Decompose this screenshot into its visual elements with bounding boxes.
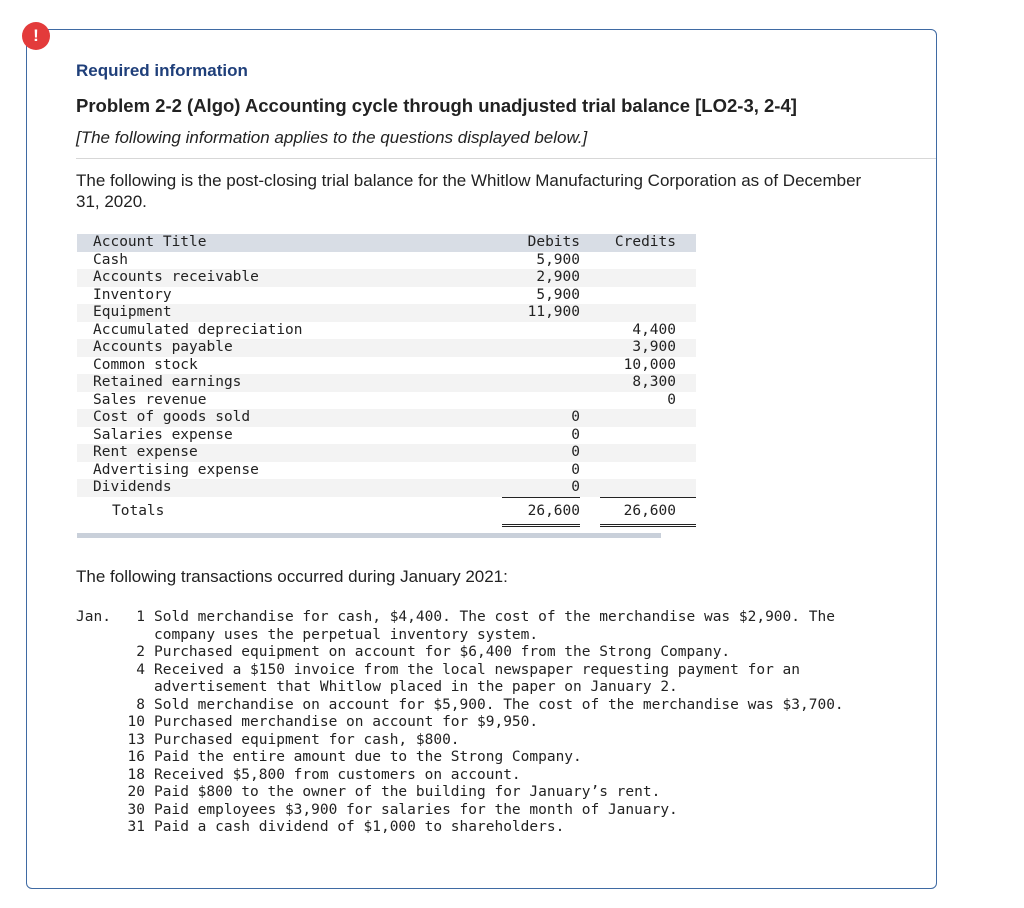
debit-cell xyxy=(502,392,580,410)
account-title-cell: Sales revenue xyxy=(93,391,207,408)
table-row xyxy=(77,444,696,462)
transaction-item xyxy=(76,767,894,785)
header-credits: Credits xyxy=(614,234,676,250)
account-title-cell: Advertising expense xyxy=(93,461,259,478)
credit-cell xyxy=(600,479,696,497)
transaction-day: 30 xyxy=(127,801,145,818)
alert-icon: ! xyxy=(22,22,50,50)
debit-cell: 0 xyxy=(502,479,580,497)
transactions-list xyxy=(76,609,894,837)
transaction-text: Purchased equipment for cash, $800. xyxy=(154,731,460,748)
total-credits: 26,600 xyxy=(600,497,696,525)
debit-cell: 5,900 xyxy=(536,286,580,303)
transaction-item xyxy=(76,697,894,715)
transaction-day: 16 xyxy=(127,749,145,765)
account-title-cell: Common stock xyxy=(93,356,198,373)
transaction-day: 31 xyxy=(127,819,145,835)
account-title-cell: Inventory xyxy=(93,286,172,303)
debit-cell: 5,900 xyxy=(536,251,580,268)
account-title-cell: Cash xyxy=(93,251,128,268)
credit-cell: 0 xyxy=(667,391,676,408)
transactions-title: The following transactions occurred during January 2021: xyxy=(76,567,508,586)
transaction-text: Paid $800 to the owner of the building for January’s rent. xyxy=(154,784,661,800)
transaction-item xyxy=(76,802,894,820)
debit-cell xyxy=(502,339,580,357)
debit-cell xyxy=(502,357,580,375)
table-header-row xyxy=(77,234,696,252)
table-bottom-bar xyxy=(77,533,661,538)
transaction-text: Purchased merchandise on account for $9,950. xyxy=(154,714,539,730)
transaction-item xyxy=(76,609,894,644)
totals-label: Totals xyxy=(112,503,165,519)
account-title-cell: Cost of goods sold xyxy=(93,409,251,425)
transaction-day: 18 xyxy=(127,766,145,783)
transaction-text: Sold merchandise for cash, $4,400. The cost of the merchandise was $2,900. The company uses the perpetual inventory system. xyxy=(154,609,835,643)
table-row xyxy=(77,269,696,287)
credit-cell xyxy=(600,444,696,462)
account-title-cell: Accumulated depreciation xyxy=(93,321,303,338)
transaction-day: 10 xyxy=(127,714,145,730)
debit-cell xyxy=(502,374,580,392)
debit-cell: 0 xyxy=(571,426,580,443)
divider xyxy=(76,158,936,159)
table-row xyxy=(77,322,696,340)
totals-row xyxy=(77,497,696,525)
transaction-item xyxy=(76,749,894,767)
transaction-item xyxy=(76,644,894,662)
problem-title: Problem 2-2 (Algo) Accounting cycle through unadjusted trial balance [LO2-3, 2-4] xyxy=(76,95,797,116)
transaction-text: Paid employees $3,900 for salaries for the month of January. xyxy=(154,801,678,818)
transaction-text: Sold merchandise on account for $5,900. The cost of the merchandise was $3,700. xyxy=(154,696,844,713)
transaction-text: Received $5,800 from customers on account. xyxy=(154,766,521,783)
transaction-day: 13 xyxy=(127,731,145,748)
table-row xyxy=(77,479,696,497)
debit-cell: 0 xyxy=(571,461,580,478)
transaction-item xyxy=(76,662,894,697)
account-title-cell: Accounts receivable xyxy=(93,269,259,285)
credit-cell: 4,400 xyxy=(632,321,676,338)
transaction-day: 8 xyxy=(136,696,145,713)
account-title-cell: Retained earnings xyxy=(93,374,242,390)
credit-cell xyxy=(600,287,696,305)
transaction-text: Purchased equipment on account for $6,400 from the Strong Company. xyxy=(154,644,731,660)
debit-cell: 0 xyxy=(571,409,580,425)
credit-cell xyxy=(600,427,696,445)
table-row xyxy=(77,427,696,445)
transaction-day: 20 xyxy=(127,784,145,800)
transaction-text: Paid the entire amount due to the Strong Company. xyxy=(154,749,582,765)
credit-cell xyxy=(600,462,696,480)
table-row xyxy=(77,252,696,270)
table-row xyxy=(77,287,696,305)
table-row xyxy=(77,304,696,322)
total-debits: 26,600 xyxy=(502,497,580,525)
table-row xyxy=(77,409,696,427)
account-title-cell: Salaries expense xyxy=(93,426,233,443)
account-title-cell: Equipment xyxy=(93,304,172,320)
credit-cell xyxy=(600,304,696,322)
transaction-text: Received a $150 invoice from the local newspaper requesting payment for an advertisement that Whitlow placed in the paper on January 2. xyxy=(154,661,801,695)
account-title-cell: Accounts payable xyxy=(93,339,233,355)
applies-note: [The following information applies to the questions displayed below.] xyxy=(76,128,588,147)
debit-cell xyxy=(502,322,580,340)
debit-cell: 0 xyxy=(571,444,580,460)
credit-cell xyxy=(600,269,696,287)
account-title-cell: Dividends xyxy=(93,479,172,496)
table-row xyxy=(77,462,696,480)
header-debits: Debits xyxy=(527,234,580,250)
transaction-text: Paid a cash dividend of $1,000 to shareholders. xyxy=(154,819,565,835)
account-title-cell: Rent expense xyxy=(93,444,198,460)
transaction-day: 1 xyxy=(136,609,145,625)
required-information-heading: Required information xyxy=(76,61,248,80)
header-account-title: Account Title xyxy=(93,234,207,250)
table-row xyxy=(77,339,696,357)
transaction-month: Jan. xyxy=(76,609,111,625)
credit-cell xyxy=(600,252,696,270)
transaction-item xyxy=(76,732,894,750)
transaction-day: 2 xyxy=(136,644,145,660)
intro-text: The following is the post-closing trial balance for the Whitlow Manufacturing Corporation as of December 31, 2020. xyxy=(76,171,862,211)
credit-cell xyxy=(600,409,696,427)
credit-cell: 8,300 xyxy=(632,374,676,390)
transaction-item xyxy=(76,819,894,837)
credit-cell: 3,900 xyxy=(632,339,676,355)
credit-cell: 10,000 xyxy=(623,356,676,373)
transaction-day: 4 xyxy=(136,661,145,678)
debit-cell: 11,900 xyxy=(527,304,580,320)
transaction-item xyxy=(76,714,894,732)
debit-cell: 2,900 xyxy=(536,269,580,285)
table-row xyxy=(77,357,696,375)
table-row xyxy=(77,392,696,410)
transaction-item xyxy=(76,784,894,802)
table-row xyxy=(77,374,696,392)
trial-balance-table xyxy=(77,234,696,527)
